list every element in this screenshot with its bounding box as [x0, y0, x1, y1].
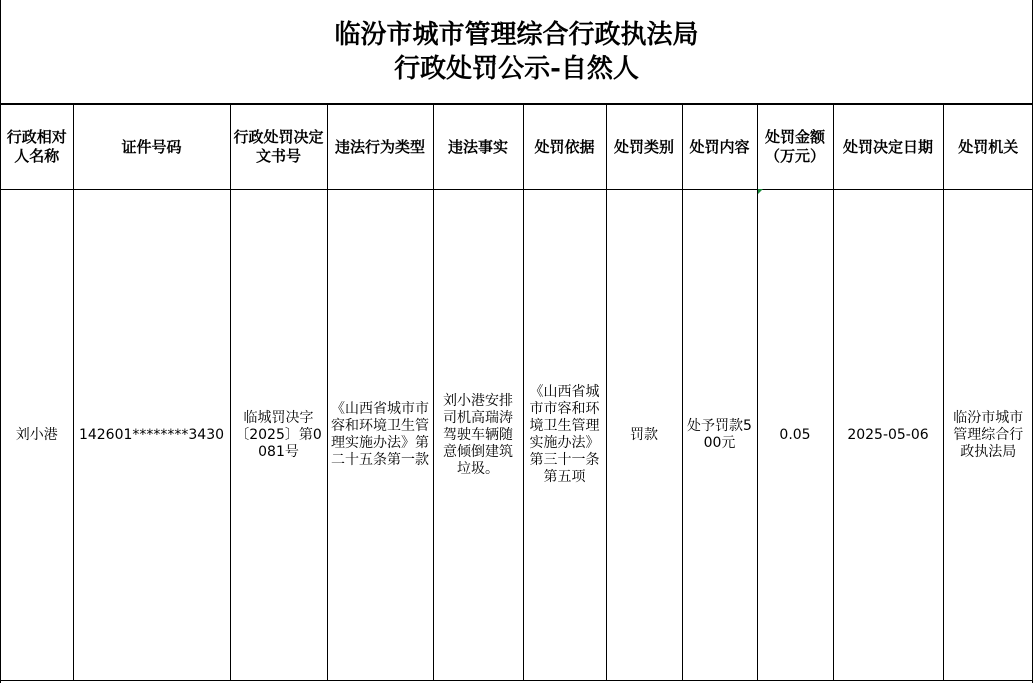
cell-party-name: 刘小港	[1, 190, 73, 681]
cell-comment-marker	[758, 189, 763, 194]
cell-penalty-category: 罚款	[606, 190, 682, 681]
cell-decision-date: 2025-05-06	[833, 190, 943, 681]
header-party-name: 行政相对人名称	[1, 105, 73, 190]
cell-id-number: 142601********3430	[73, 190, 230, 681]
cell-penalty-amount: 0.05	[757, 190, 833, 681]
cell-decision-doc-no: 临城罚决字〔2025〕第0081号	[230, 190, 327, 681]
header-penalty-content: 处罚内容	[682, 105, 757, 190]
header-violation-facts: 违法事实	[433, 105, 523, 190]
title-block	[1, 0, 1032, 104]
header-penalty-amount: 处罚金额（万元）	[757, 105, 833, 190]
header-row	[1, 105, 1033, 190]
header-decision-doc-no: 行政处罚决定文书号	[230, 105, 327, 190]
notice-subtitle: 行政处罚公示-自然人	[394, 53, 639, 84]
header-penalty-authority: 处罚机关	[943, 105, 1033, 190]
table-row	[1, 190, 1033, 681]
cell-penalty-authority: 临汾市城市管理综合行政执法局	[943, 190, 1033, 681]
penalty-table	[1, 104, 1033, 681]
cell-penalty-basis: 《山西省城市市容和环境卫生管理实施办法》第三十一条第五项	[523, 190, 606, 681]
header-violation-type: 违法行为类型	[327, 105, 433, 190]
cell-penalty-content: 处予罚款500元	[682, 190, 757, 681]
header-penalty-basis: 处罚依据	[523, 105, 606, 190]
header-id-number: 证件号码	[73, 105, 230, 190]
header-penalty-category: 处罚类别	[606, 105, 682, 190]
header-decision-date: 处罚决定日期	[833, 105, 943, 190]
cell-violation-facts: 刘小港安排司机高瑞涛驾驶车辆随意倾倒建筑垃圾。	[433, 190, 523, 681]
agency-title: 临汾市城市管理综合行政执法局	[334, 19, 699, 50]
cell-violation-type: 《山西省城市市容和环境卫生管理实施办法》第二十五条第一款	[327, 190, 433, 681]
